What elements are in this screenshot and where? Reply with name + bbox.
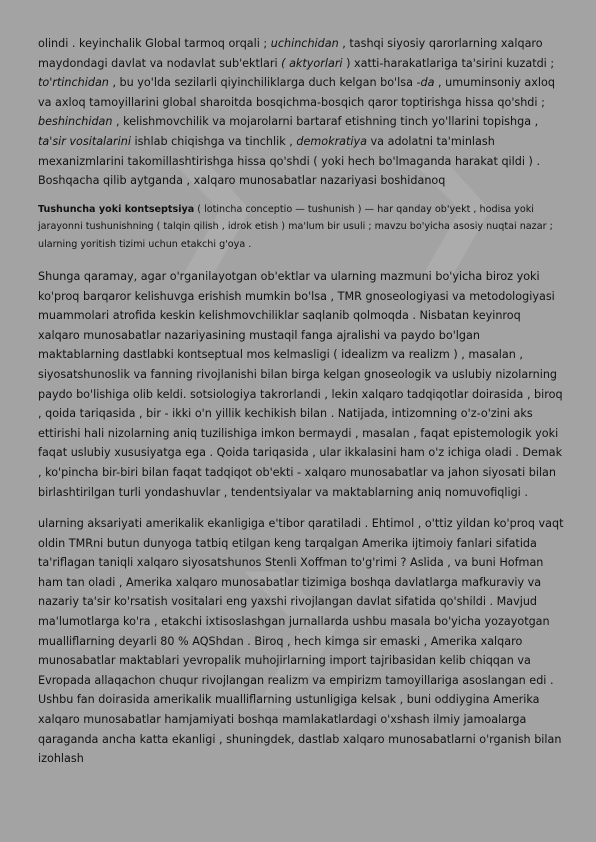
definition-text: ( lotincha conceptio — tushunish ) — har qanday ob'yekt , hodisa yoki jarayonni tushunishning ( talqin qilish , idrok etish ) ma'lum bir usuli ; mavzu bo'yicha asosiy nuqtai nazar ; ularning yoritish tizimi uchun etakchi g'oya . <box>38 203 553 250</box>
document-page <box>38 34 564 769</box>
definition-term: Tushuncha yoki kontseptsiya <box>38 203 195 215</box>
text-run: olindi . keyinchalik Global tarmoq orqali ; <box>38 37 271 50</box>
italic-term: ta'sir vositalarini <box>38 134 131 148</box>
paragraph-1 <box>38 34 564 191</box>
text-run: ) xatti-harakatlariga ta'sirini kuzatdi ; <box>342 56 555 70</box>
text-run: , bu yo'lda sezilarli qiyinchiliklarga duch kelgan bo'lsa <box>108 76 417 90</box>
text-run: , tashqi siyosiy qarorlarning xalqaro maydondagi davlat va nodavlat sub'ektlari <box>38 37 543 70</box>
italic-term: -da <box>416 76 435 90</box>
text-run: ishlab chiqishga va tinchlik , <box>130 134 297 148</box>
italic-term: demokratiya <box>296 134 367 148</box>
paragraph-2: Shunga qaramay, agar o'rganilayotgan ob'ektlar va ularning mazmuni bo'yicha biroz yoki ko'proq barqaror kelishuvga erishish mumkin bo'lsa , TMR gnoseologiyasi va metodologiyasi muammolari atrofida keskin kelishmovchiliklar saqlanib qolmoqda . Nisbatan keyinroq xalqaro munosabatlar nazariyasining mustaqil fanga ajralishi va paydo bo'lgan maktablarning dastlabki kontseptual mos kelmasligi ( idealizm va realizm ) , masalan , siyosatshunoslik va fanning rivojlanishi bilan birga kelgan gnoseologik va uslubiy nizolarning paydo bo'lishiga olib keldi. sotsiologiya takrorlandi , lekin xalqaro tadqiqotlar doirasida , biroq , qoida tariqasida , bir - ikki o'n yillik kechikish bilan . Natijada, intizomning o'z-o'zini aks ettirishi hali nizolarning aniq tuzilishiga imkon bermaydi , masalan , faqat epistemologik yoki faqat uslubiy xususiyatga ega . Qoida tariqasida , ular ikkalasini ham o'z ichiga oladi . Demak , ko'pincha bir-biri bilan faqat tadqiqot ob'ekti - xalqaro munosabatlar va jahon siyosati bilan birlashtirilgan turli yondashuvlar , tendentsiyalar va maktablarning aniq nomuvofiqligi . <box>38 269 563 499</box>
italic-term: to'rtinchidan <box>38 76 109 90</box>
text-run: , umuminsoniy axloq va axloq tamoyillarini global sharoitda bosqichma-bosqich qaror toptirishga hissa qo'shdi ; <box>38 76 555 109</box>
italic-term: beshinchidan <box>38 115 113 129</box>
italic-term: uchinchidan <box>270 37 339 50</box>
text-run: va adolatni ta'minlash mexanizmlarini takomillashtirishga hissa qo'shdi ( yoki hech bo'lmaganda harakat qildi ) . Boshqacha qilib aytganda , xalqaro munosabatlar nazariyasi boshidanoq <box>38 134 541 188</box>
definition-box <box>38 201 564 253</box>
text-run: , kelishmovchilik va mojarolarni bartaraf etishning tinch yo'llarini topishga , <box>112 115 539 129</box>
paragraph-3: ularning aksariyati amerikalik ekanligiga e'tibor qaratiladi . Ehtimol , o'ttiz yildan ko'proq vaqt oldin TMRni butun dunyoga tatbiq etilgan keng tarqalgan Amerika ijtimoiy fanlari sifatida ta'riflagan taniqli xalqaro siyosatshunos Stenli Xoffman to'g'rimi ? Aslida , va buni Hofman ham tan oladi , Amerika xalqaro munosabatlar tizimiga boshqa davlatlarga mafkuraviy va nazariy ta'sir ko'rsatish vositalari eng yaxshi rivojlangan davlat sifatida qo'shildi . Mavjud ma'lumotlarga ko'ra , etakchi ixtisoslashgan jurnallarda ushbu masala bo'yicha yozayotgan mualliflarning deyarli 80 % AQShdan . Biroq , hech kimga sir emaski , Amerika xalqaro munosabatlar maktablari yevropalik muhojirlarning import tajribasidan kelib chiqqan va Evropada allaqachon chuqur rivojlangan realizm va empirizm tamoyillariga asoslangan edi . Ushbu fan doirasida amerikalik mualliflarning ustunligiga kelsak , buni oddiygina Amerika xalqaro munosabatlar hamjamiyati boshqa mamlakatlardagi o'xshash ilmiy jamoalarga qaraganda ancha katta ekanligi , shuningdek, dastlab xalqaro munosabatlarni o'rganish bilan izohlash <box>38 517 564 766</box>
italic-term: ( aktyorlari <box>281 56 343 70</box>
